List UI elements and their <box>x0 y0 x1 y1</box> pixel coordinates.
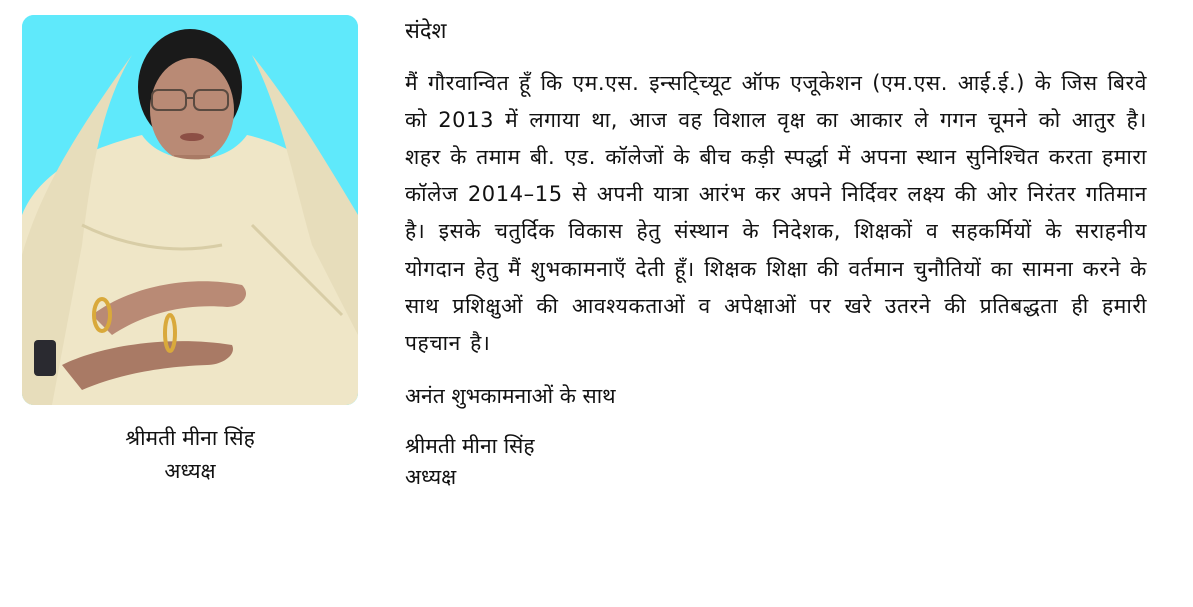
letter-closing: अनंत शुभकामनाओं के साथ <box>405 384 616 409</box>
caption-name: श्रीमती मीना सिंह <box>125 426 255 450</box>
letter-heading: संदेश <box>405 19 447 44</box>
portrait-photo-icon <box>22 15 358 405</box>
chairperson-photo <box>22 15 358 405</box>
caption-role: अध्यक्ष <box>164 459 216 483</box>
signature-name: श्रीमती मीना सिंह <box>405 433 535 458</box>
message-letter <box>405 18 1147 491</box>
signature-role: अध्यक्ष <box>405 464 457 489</box>
letter-body: मैं गौरवान्वित हूँ कि एम.एस. इन्सटि्च्यूट ऑफ एजूकेशन (एम.एस. आई.ई.) के जिस बिरवे को 2013 में लगाया था, आज वह विशाल वृक्ष का आकार ले गगन चूमने को आतुर है। शहर के तमाम बी. एड. कॉलेजों के बीच कड़ी स्पर्द्धा में अपना स्थान सुनिश्चित करता हमारा कॉलेज 2014–15 से अपनी यात्रा आरंभ कर अपने निर्दिवर लक्ष्य की ओर निरंतर गतिमान है। इसके चतुर्दिक विकास हेतु संस्थान के निदेशक, शिक्षकों व सहकर्मियों के सराहनीय योगदान हेतु मैं शुभकामनाएँ देती हूँ। शिक्षक शिक्षा की वर्तमान चुनौतियों का सामना करने के साथ प्रशिक्षुओं की आवश्यकताओं व अपेक्षाओं पर खरे उतरने की प्रतिबद्धता ही हमारी पहचान है। <box>405 70 1147 356</box>
